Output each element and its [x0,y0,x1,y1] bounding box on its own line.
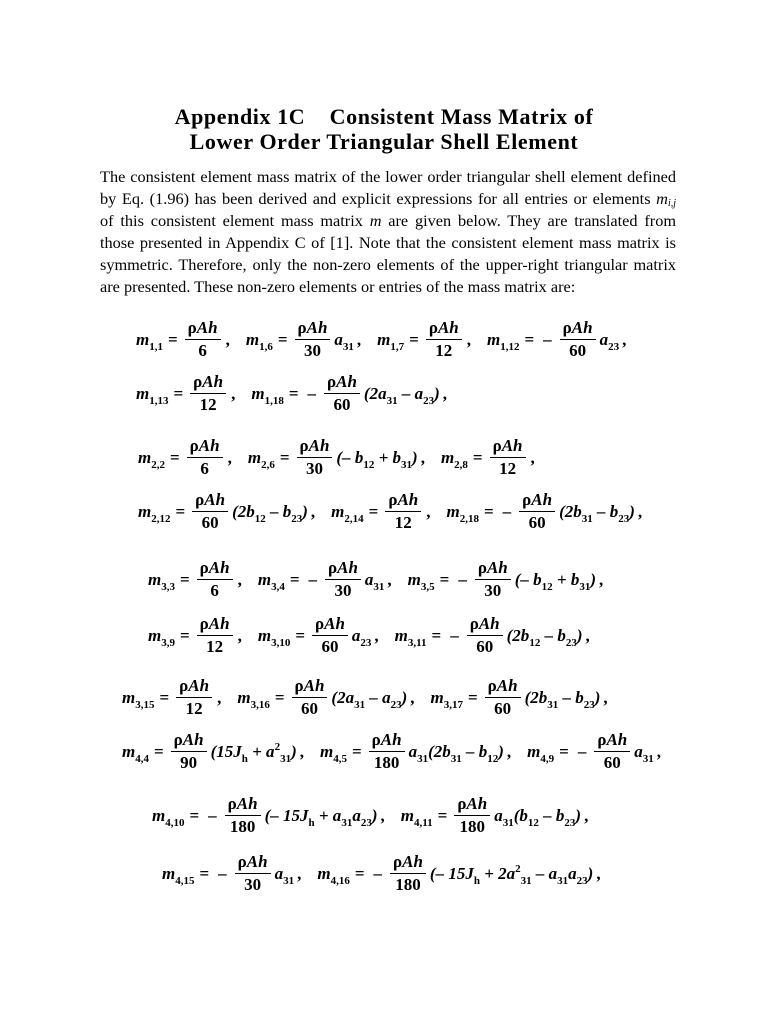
entry-symbol: $m_{1,1}$ [136,329,163,353]
mass-entry-m3-17: $m_{3,17}$ = $\frac{\text{ρAh}}{60}$ $(2b_{31} - b_{23})$ , [430,676,608,718]
entry-symbol: $m_{1,7}$ [377,329,405,353]
fraction: $\frac{\text{ρAh}}{6}$ [187,436,223,479]
equation-line [148,614,606,657]
fraction: $\frac{\text{ρAh}}{30}$ [295,318,331,361]
fraction: $\frac{\text{ρAh}}{30}$ [325,558,361,601]
entry-expression: $(2b_{31} - b_{23})$ [524,687,601,711]
fraction: $\frac{\text{ρAh}}{12}$ [197,614,233,657]
mass-entry-m2-14: $m_{2,14}$ = $\frac{\text{ρAh}}{12}$ , [331,490,431,532]
fraction: $\frac{\text{ρAh}}{60}$ [560,318,596,361]
fraction: $\frac{\text{ρAh}}{12}$ [385,490,421,533]
fraction: $\frac{\text{ρAh}}{30}$ [475,558,511,601]
entry-symbol: $m_{4,9}$ [527,741,555,765]
fraction: $\frac{\text{ρAh}}{12}$ [176,676,212,719]
entry-expression: $a_{23}$ [599,329,620,353]
entry-symbol: $m_{4,16}$ [317,863,350,887]
mass-entry-m4-11: $m_{4,11}$ = $\frac{\text{ρAh}}{180}$ $a_{31}(b_{12} - b_{23})$ , [400,794,589,836]
fraction: $\frac{\text{ρAh}}{90}$ [171,730,207,773]
entry-expression: $a_{31}$ [364,569,385,593]
paragraph-line: symmetric. Therefore, only the non-zero elements of the upper-right triangular matrix [100,255,676,275]
paragraph-line: those presented in Appendix C of [1]. Note that the consistent element mass matrix is [100,233,676,253]
mass-entry-m3-5: $m_{3,5}$ = – $\frac{\text{ρAh}}{30}$ (– $b_{12} + b_{31}$) , [407,558,604,600]
entry-symbol: $m_{3,17}$ [430,687,463,711]
entry-symbol: $m_{3,3}$ [148,569,175,593]
mass-entry-m2-12: $m_{2,12}$ = $\frac{\text{ρAh}}{60}$ $(2b_{12} - b_{23})$ , [138,490,316,532]
mass-entry-m3-3: $m_{3,3}$ = $\frac{\text{ρAh}}{6}$ , [148,558,242,600]
mass-entry-m3-15: $m_{3,15}$ = $\frac{\text{ρAh}}{12}$ , [122,676,222,718]
fraction: $\frac{\text{ρAh}}{12}$ [490,436,526,479]
title-line-2: Lower Order Triangular Shell Element [189,129,579,154]
mass-entry-m1-13: $m_{1,13}$ = $\frac{\text{ρAh}}{12}$ , [136,372,236,414]
entry-symbol: $m_{4,10}$ [152,805,185,829]
fraction: $\frac{\text{ρAh}}{180}$ [225,794,261,837]
entry-symbol: $m_{4,5}$ [319,741,347,765]
mass-entry-m4-16: $m_{4,16}$ = – $\frac{\text{ρAh}}{180}$ (– $15J_h + 2a^2_{31} - a_{31}a_{23}$) , [317,852,601,894]
entry-symbol: $m_{3,5}$ [407,569,435,593]
mass-entry-m3-10: $m_{3,10}$ = $\frac{\text{ρAh}}{60}$ $a_{23}$ , [257,614,379,656]
fraction: $\frac{\text{ρAh}}{60}$ [312,614,348,657]
entry-symbol: $m_{1,12}$ [486,329,520,353]
entry-expression: $(2b_{31} - b_{23})$ [559,501,635,525]
mass-entry-m3-11: $m_{3,11}$ = – $\frac{\text{ρAh}}{60}$ $(2b_{12} - b_{23})$ , [394,614,590,656]
entry-expression: $(2b_{12} - b_{23})$ [506,625,583,649]
mass-entry-m4-5: $m_{4,5}$ = $\frac{\text{ρAh}}{180}$ $a_{31}(2b_{31} - b_{12})$ , [319,730,512,772]
entry-symbol: $m_{3,16}$ [237,687,270,711]
entry-expression: (– $b_{12} + b_{31}$) [336,447,418,471]
entry-symbol: $m_{1,6}$ [245,329,273,353]
entry-expression: $a_{31}$ [634,741,654,765]
entry-expression: (– $15J_h + a_{31}a_{23}$) [264,805,378,829]
entry-symbol: $m_{1,13}$ [136,383,169,407]
fraction: $\frac{\text{ρAh}}{180}$ [390,852,426,895]
mass-entry-m3-4: $m_{3,4}$ = – $\frac{\text{ρAh}}{30}$ $a_{31}$ , [257,558,392,600]
entry-symbol: $m_{4,11}$ [400,805,433,829]
entry-expression: $a_{31}$ [274,863,295,887]
paragraph-line: are presented. These non-zero elements or entries of the mass matrix are: [100,277,576,297]
fraction: $\frac{\text{ρAh}}{60}$ [292,676,328,719]
equation-line [138,490,658,533]
mass-entry-m4-4: $m_{4,4}$ = $\frac{\text{ρAh}}{90}$ $(15J_h + a^2_{31})$ , [122,730,304,772]
equation-line [122,730,677,773]
mass-entry-m1-1: $m_{1,1}$ = $\frac{\text{ρAh}}{6}$ , [136,318,230,360]
paragraph-line: by Eq. (1.96) has been derived and explicit expressions for all entries or elements $m_{i,j}$ [100,189,676,210]
equation-line [136,318,642,361]
fraction: $\frac{\text{ρAh}}{60}$ [467,614,503,657]
entry-symbol: $m_{2,8}$ [440,447,468,471]
entry-symbol: $m_{2,2}$ [138,447,165,471]
entry-symbol: $m_{2,12}$ [138,501,171,525]
mass-entry-m3-16: $m_{3,16}$ = $\frac{\text{ρAh}}{60}$ $(2a_{31} - a_{23})$ , [237,676,415,718]
entry-expression: (– $b_{12} + b_{31}$) [514,569,597,593]
fraction: $\frac{\text{ρAh}}{6}$ [185,318,221,361]
entry-expression: $a_{31}$ [334,329,354,353]
mass-entry-m4-10: $m_{4,10}$ = – $\frac{\text{ρAh}}{180}$ (– $15J_h + a_{31}a_{23}$) , [152,794,385,836]
fraction: $\frac{\text{ρAh}}{180}$ [369,730,405,773]
fraction: $\frac{\text{ρAh}}{6}$ [197,558,233,601]
entry-symbol: $m_{4,4}$ [122,741,149,765]
equation-line [162,852,617,895]
mass-entry-m2-8: $m_{2,8}$ = $\frac{\text{ρAh}}{12}$ , [440,436,535,478]
fraction: $\frac{\text{ρAh}}{60}$ [519,490,555,533]
equation-line [122,676,624,719]
entry-expression: $a_{23}$ [351,625,372,649]
fraction: $\frac{\text{ρAh}}{30}$ [297,436,333,479]
entry-symbol: $m_{1,18}$ [251,383,284,407]
mass-entry-m2-6: $m_{2,6}$ = $\frac{\text{ρAh}}{30}$ (– $b_{12} + b_{31}$) , [247,436,425,478]
equation-line [136,372,463,415]
mass-entry-m3-9: $m_{3,9}$ = $\frac{\text{ρAh}}{12}$ , [148,614,242,656]
entry-symbol: $m_{2,6}$ [247,447,275,471]
mass-entry-m4-15: $m_{4,15}$ = – $\frac{\text{ρAh}}{30}$ $a_{31}$ , [162,852,302,894]
fraction: $\frac{\text{ρAh}}{12}$ [426,318,462,361]
equation-line [138,436,551,479]
fraction: $\frac{\text{ρAh}}{180}$ [454,794,490,837]
entry-expression: $a_{31}(2b_{31} - b_{12})$ [408,741,504,765]
fraction: $\frac{\text{ρAh}}{60}$ [485,676,521,719]
fraction: $\frac{\text{ρAh}}{60}$ [192,490,228,533]
title-line-1: Appendix 1C Consistent Mass Matrix of [174,104,594,129]
entry-symbol: $m_{2,18}$ [446,501,479,525]
entry-expression: $(15J_h + a^2_{31})$ [210,740,297,765]
mass-entry-m1-18: $m_{1,18}$ = – $\frac{\text{ρAh}}{60}$ $(2a_{31} - a_{23})$ , [251,372,447,414]
entry-symbol: $m_{3,9}$ [148,625,175,649]
entry-symbol: $m_{3,4}$ [257,569,285,593]
entry-symbol: $m_{3,15}$ [122,687,155,711]
entry-symbol: $m_{2,14}$ [331,501,364,525]
entry-symbol: $m_{3,10}$ [257,625,291,649]
equation-line [152,794,604,837]
mass-entry-m1-6: $m_{1,6}$ = $\frac{\text{ρAh}}{30}$ $a_{31}$ , [245,318,362,360]
entry-symbol: $m_{4,15}$ [162,863,195,887]
mass-entry-m1-12: $m_{1,12}$ = – $\frac{\text{ρAh}}{60}$ $a_{23}$ , [486,318,627,360]
entry-expression: $(2b_{12} - b_{23})$ [232,501,308,525]
mass-entry-m2-2: $m_{2,2}$ = $\frac{\text{ρAh}}{6}$ , [138,436,232,478]
fraction: $\frac{\text{ρAh}}{30}$ [235,852,271,895]
entry-expression: (– $15J_h + 2a^2_{31} - a_{31}a_{23}$) [429,862,594,887]
mass-entry-m4-9: $m_{4,9}$ = – $\frac{\text{ρAh}}{60}$ $a_{31}$ , [527,730,661,772]
fraction: $\frac{\text{ρAh}}{60}$ [324,372,360,415]
equation-line [148,558,619,601]
entry-symbol: $m_{3,11}$ [394,625,427,649]
mass-entry-m1-7: $m_{1,7}$ = $\frac{\text{ρAh}}{12}$ , [377,318,471,360]
mass-entry-m2-18: $m_{2,18}$ = – $\frac{\text{ρAh}}{60}$ $(2b_{31} - b_{23})$ , [446,490,643,532]
fraction: $\frac{\text{ρAh}}{12}$ [190,372,226,415]
entry-expression: $a_{31}(b_{12} - b_{23})$ [494,805,582,829]
paragraph-line: of this consistent element mass matrix m are given below. They are translated from [100,211,677,231]
fraction: $\frac{\text{ρAh}}{60}$ [594,730,630,773]
entry-expression: $(2a_{31} - a_{23})$ [331,687,408,711]
paragraph-line: The consistent element mass matrix of the lower order triangular shell element defined [100,167,676,186]
entry-expression: $(2a_{31} - a_{23})$ [363,383,440,407]
